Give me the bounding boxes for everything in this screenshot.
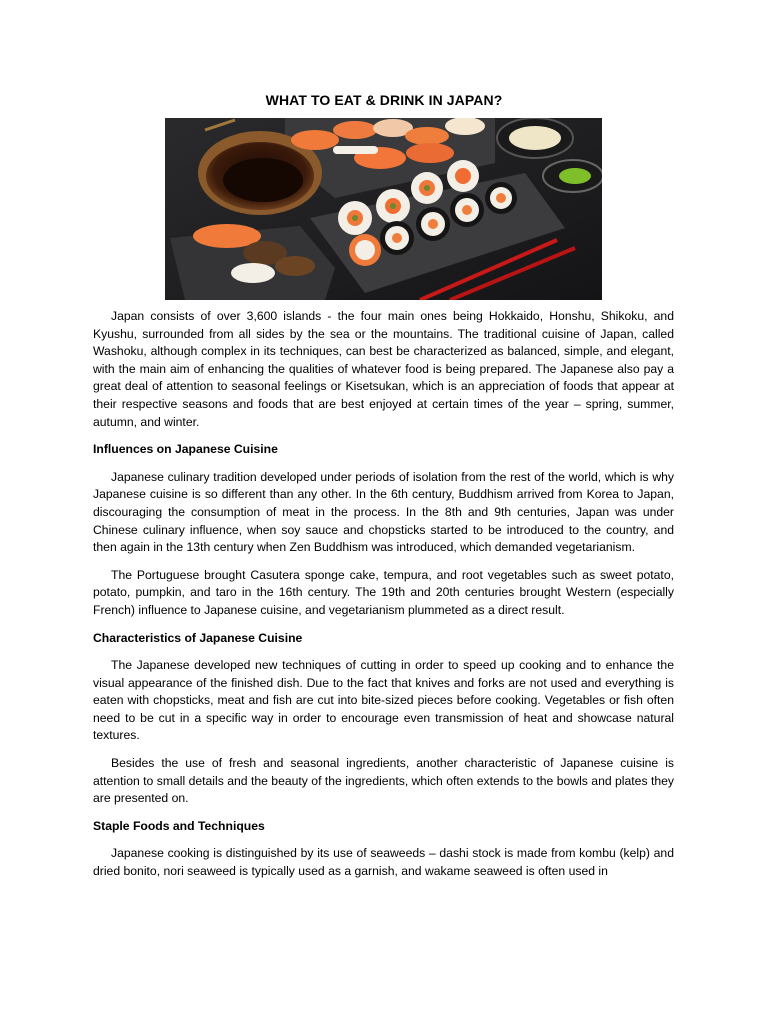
sushi-illustration	[165, 118, 602, 300]
paragraph: The Portuguese brought Casutera sponge cake, tempura, and root vegetables such as sweet potato, potato, pumpkin, and taro in the 16th century. The 19th and 20th centuries brought Western (especially French) influence to Japanese cuisine, and vegetarianism plummeted as a direct result.	[93, 567, 674, 617]
page-title: WHAT TO EAT & DRINK IN JAPAN?	[265, 92, 503, 108]
paragraph: Japanese cooking is distinguished by its use of seaweeds – dashi stock is made from kombu (kelp) and dried bonito, nori seaweed is typically used as a garnish, and wakame seaweed is often used in	[93, 846, 674, 879]
article-body	[93, 308, 674, 891]
section-heading-staple-foods: Staple Foods and Techniques	[93, 818, 265, 833]
paragraph: The Japanese developed new techniques of cutting in order to speed up cooking and to enhance the visual appearance of the finished dish. Due to the fact that knives and forks are not used and everything is eaten with chopsticks, meat and fish are cut into bite-sized pieces before cooking. Vegetables or fish often need to be cut in a specific way in order to encourage even transmission of heat and showcase natural textures.	[93, 658, 674, 743]
section-heading-characteristics: Characteristics of Japanese Cuisine	[93, 630, 303, 645]
sushi-photo	[165, 118, 602, 300]
intro-paragraph: Japan consists of over 3,600 islands - the four main ones being Hokkaido, Honshu, Shikoku, and Kyushu, surrounded from all sides by the sea or the mountains. The traditional cuisine of Japan, called Washoku, although complex in its techniques, can best be characterized as balanced, simple, and elegant, with the main aim of enhancing the qualities of whatever food is being prepared. The Japanese also pay a great deal of attention to seasonal feelings or Kisetsukan, which is an appreciation of foods that appear at their respective seasons and foods that are best enjoyed at certain times of the year – spring, summer, autumn, and winter.	[93, 309, 674, 429]
paragraph: Japanese culinary tradition developed under periods of isolation from the rest of the world, which is why Japanese cuisine is so different than any other. In the 6th century, Buddhism arrived from Korea to Japan, discouraging the consumption of meat in the process. In the 8th and 9th centuries, Japan was under Chinese culinary influence, when soy sauce and chopsticks started to be introduced to the country, and then again in the 13th century when Zen Buddhism was introduced, which demanded vegetarianism.	[93, 469, 674, 555]
section-heading-influences: Influences on Japanese Cuisine	[93, 442, 278, 457]
paragraph: Besides the use of fresh and seasonal ingredients, another characteristic of Japanese cuisine is attention to small details and the beauty of the ingredients, which often extends to the bowls and plates they are presented on.	[93, 756, 674, 806]
